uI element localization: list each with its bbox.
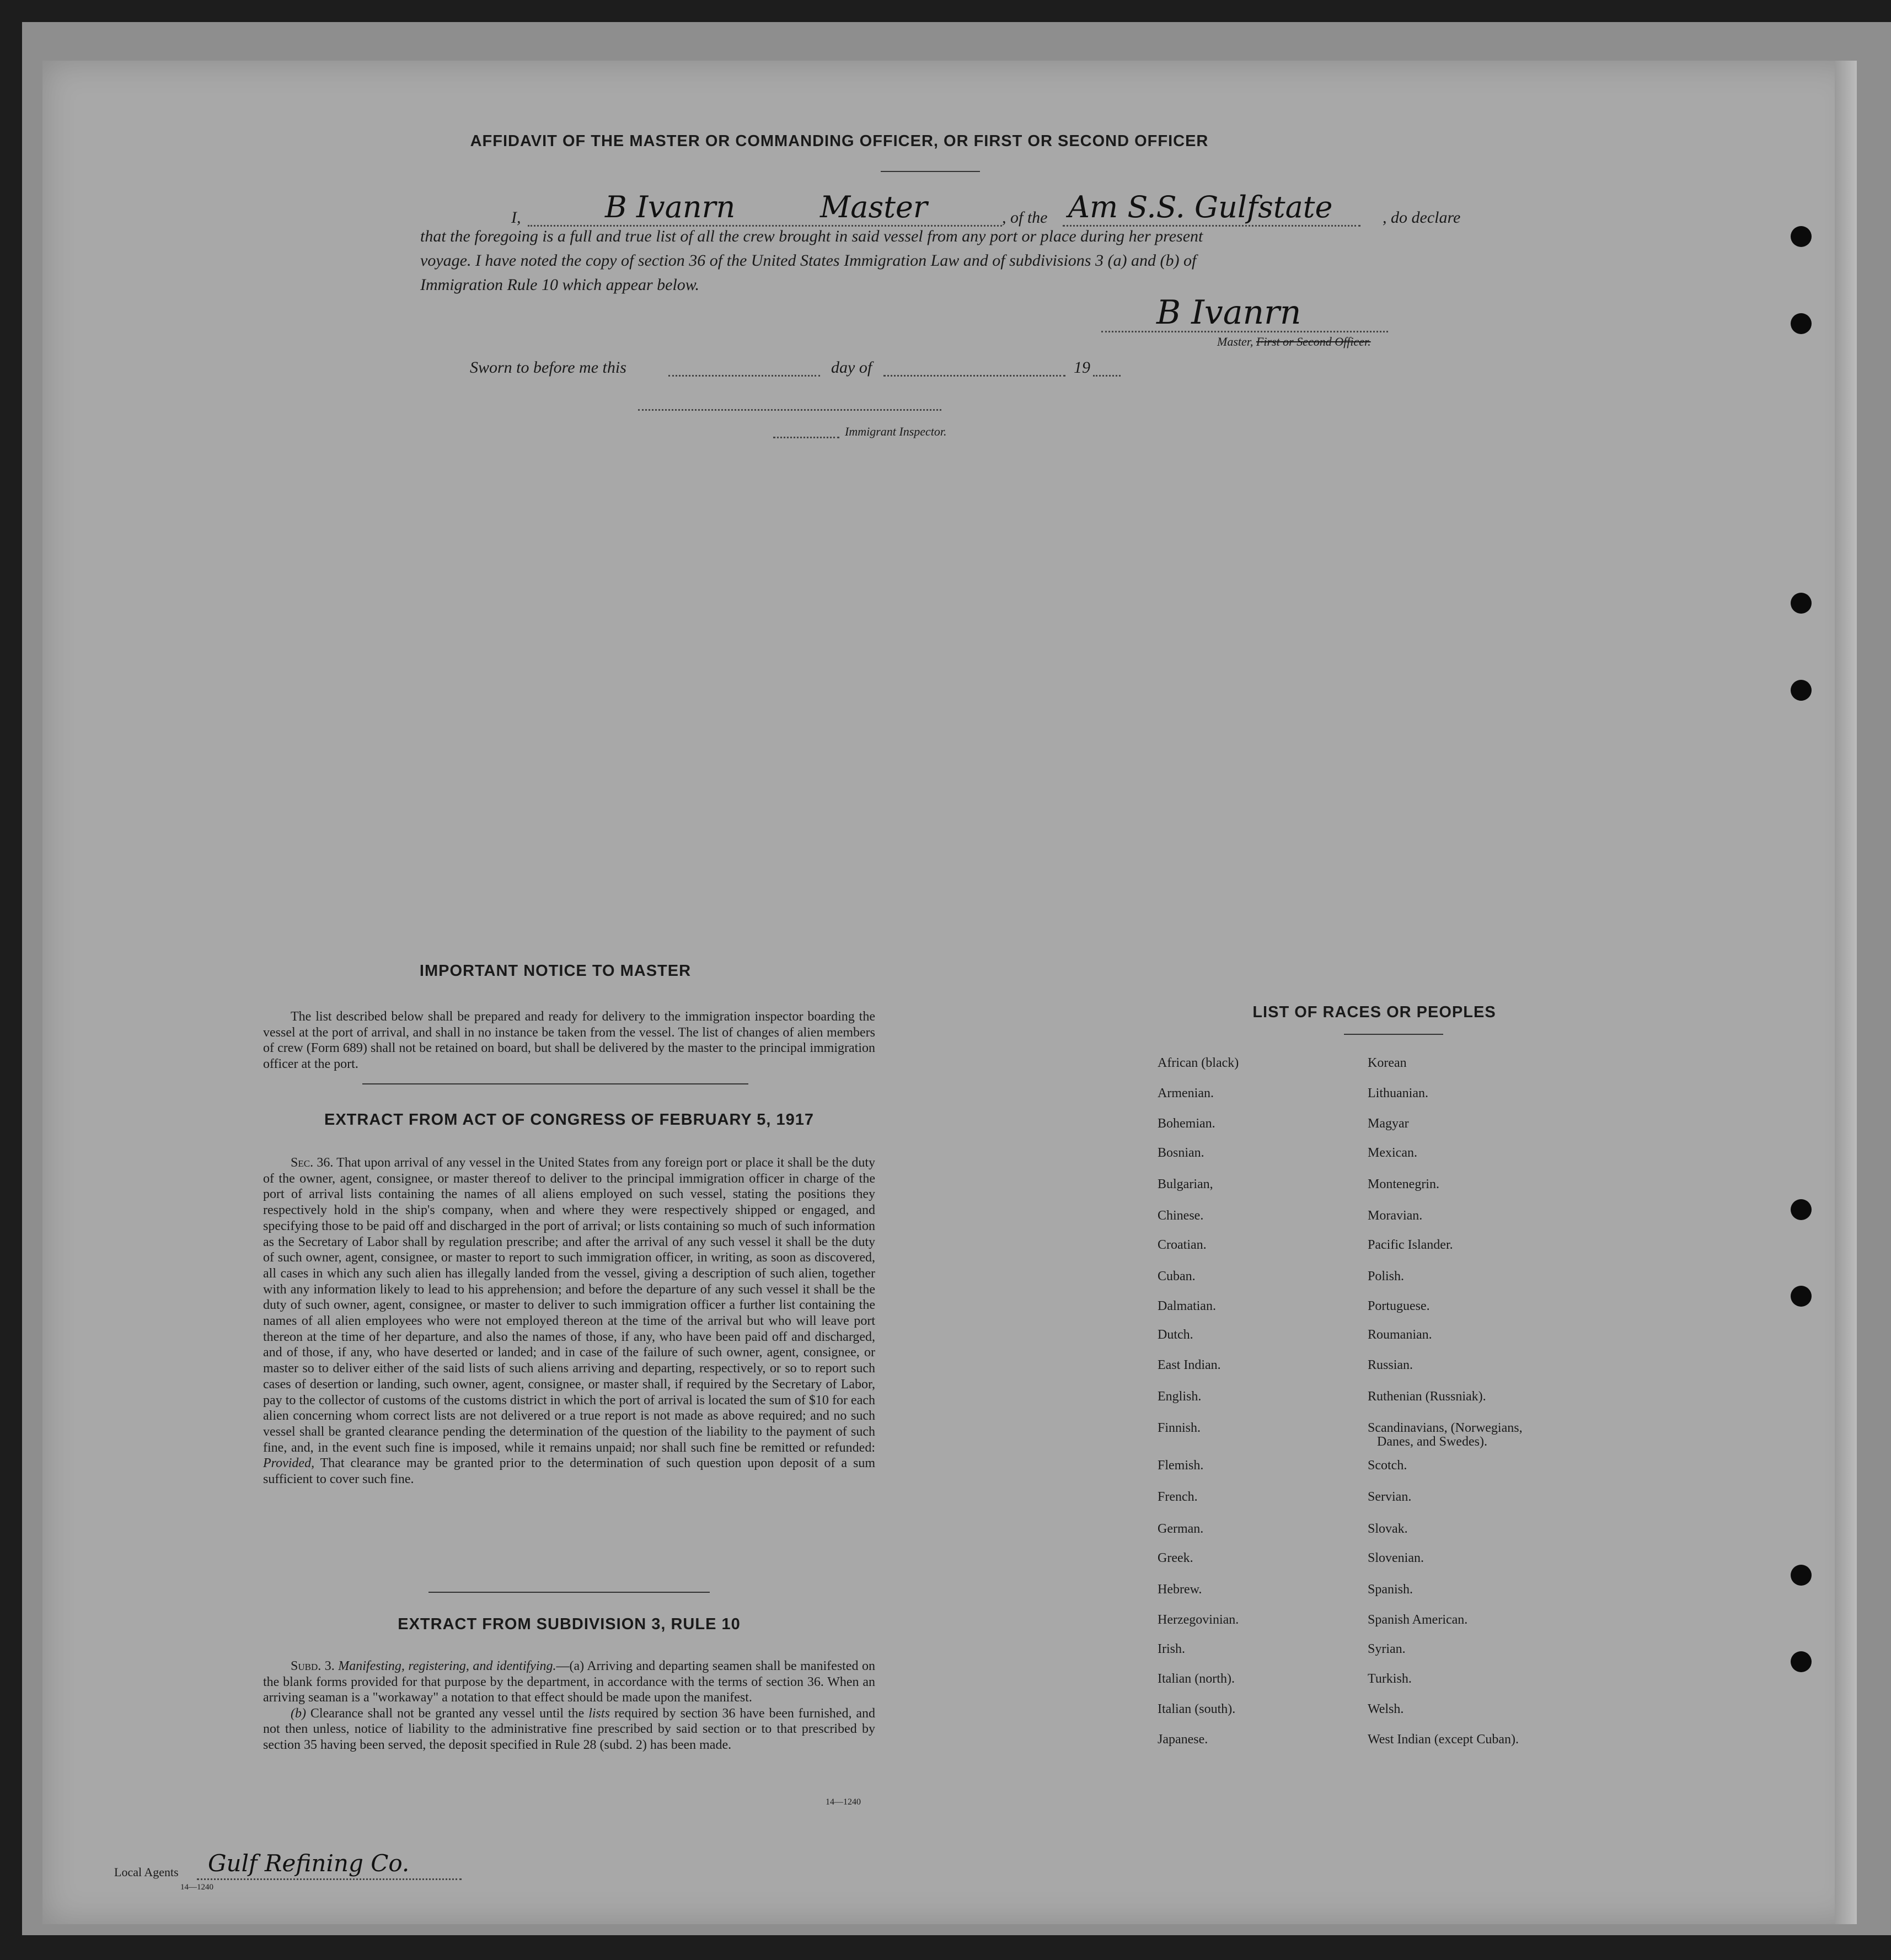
race-item: Dutch. [1158,1328,1193,1342]
sworn-label: Sworn to before me this [470,358,626,377]
race-item: Polish. [1368,1269,1405,1284]
race-item: Korean [1368,1056,1407,1070]
race-item: Slovenian. [1368,1551,1424,1565]
rule-form-number: 14—1240 [826,1797,861,1807]
race-item: Greek. [1158,1551,1193,1565]
subd-heading: Manifesting, registering, and identifying. [338,1659,556,1673]
sec-label: Sec. 36. [291,1156,334,1170]
vessel-name-handwritten: Am S.S. Gulfstate [1068,190,1333,224]
day-of-label: day of [831,358,872,377]
race-item: Spanish American. [1368,1613,1468,1627]
of-the-label: , of the [1002,208,1048,227]
act-paragraph [263,1155,875,1488]
binder-hole [1791,1286,1812,1307]
race-item: Scotch. [1368,1458,1407,1473]
proviso-label: Provided, [263,1456,315,1471]
race-item-continuation: Danes, and Swedes). [1377,1435,1487,1449]
race-item: Italian (south). [1158,1702,1236,1716]
affidavit-line-1 [467,190,1476,232]
rule-text [263,1658,875,1753]
race-item: Pacific Islander. [1368,1238,1453,1252]
race-item: Croatian. [1158,1238,1207,1252]
act-divider [428,1592,710,1593]
rule-b-text-1: Clearance shall not be granted any vessel until the [310,1706,585,1721]
race-item: Italian (north). [1158,1672,1235,1686]
rule-b-paragraph [263,1706,875,1753]
signature-caption [1217,335,1371,349]
race-item: English. [1158,1389,1202,1404]
sworn-year-line [1093,375,1121,377]
affidavit-line-3: voyage. I have noted the copy of section 36 of the United States Immigration Law and of subdivisions 3 (a) and (b) of [420,251,1197,270]
i-label: I, [511,208,521,227]
race-item: Servian. [1368,1490,1412,1504]
binder-hole [1791,593,1812,614]
sig-caption-master: Master, [1217,335,1253,348]
binder-hole [1791,1565,1812,1586]
binder-hole [1791,1199,1812,1220]
race-item: Turkish. [1368,1672,1412,1686]
race-item: Cuban. [1158,1269,1196,1284]
notice-text [263,1009,875,1072]
notice-paragraph: The list described below shall be prepared and ready for delivery to the immigration inspector boarding the vessel at the port of arrival, and shall in no instance be taken from the vessel. The list of changes of alien members of crew (Form 689) shall not be retained on board, but shall be delivered by the master to the principal immigration officer at the port. [263,1009,875,1071]
rule-title: EXTRACT FROM SUBDIVISION 3, RULE 10 [398,1615,741,1633]
rule-b-text-2: required by section 36 have been furnished, and not then unless, notice of liability to the administrative fine prescribed by said section or to that prescribed by section 35 having been served, the deposit specified in Rule 28 (subd. 2) has been made. [263,1706,875,1752]
race-item: Syrian. [1368,1642,1406,1656]
race-item: Scandinavians, (Norwegians, [1368,1421,1523,1435]
sig-caption-struck: First or Second Officer. [1256,335,1371,348]
act-text [263,1155,875,1488]
race-item: Magyar [1368,1116,1409,1131]
rule-a-paragraph [263,1658,875,1706]
affidavit-line-4: Immigration Rule 10 which appear below. [420,276,700,294]
race-item: Armenian. [1158,1086,1214,1100]
race-item: Japanese. [1158,1732,1208,1747]
proviso-text: That clearance may be granted prior to the determination of such question upon deposit of a sum sufficient to cover such fine. [263,1456,875,1487]
local-agents-handwritten: Gulf Refining Co. [208,1850,410,1877]
rule-b-label: (b) [291,1706,306,1721]
footer-form-number: 14—1240 [180,1883,213,1892]
race-item: Lithuanian. [1368,1086,1428,1100]
act-title: EXTRACT FROM ACT OF CONGRESS OF FEBRUARY 5, 1917 [324,1111,815,1129]
sworn-line [470,358,1187,377]
race-item: Chinese. [1158,1209,1204,1223]
sworn-month-line [883,375,1065,377]
title-underline [881,171,980,172]
inspector-signature-line [638,409,941,411]
binder-hole [1791,226,1812,247]
do-declare-label: , do declare [1383,208,1461,227]
races-title: LIST OF RACES OR PEOPLES [1252,1003,1496,1021]
binder-hole [1791,680,1812,701]
race-item: Slovak. [1368,1522,1408,1536]
race-item: Mexican. [1368,1146,1417,1160]
rule-b-lists: lists [588,1706,610,1721]
race-item: Bosnian. [1158,1146,1204,1160]
race-item: Bulgarian, [1158,1177,1213,1191]
name-field-line [528,225,1002,227]
race-item: Spanish. [1368,1582,1413,1597]
race-item: East Indian. [1158,1358,1221,1372]
subd-label: Subd. 3. [291,1659,335,1673]
race-item: Moravian. [1368,1209,1423,1223]
race-item: Hebrew. [1158,1582,1202,1597]
race-item: Montenegrin. [1368,1177,1439,1191]
signature-handwritten: B Ivanrn [1156,293,1301,332]
race-item: Portuguese. [1368,1299,1430,1313]
affidavit-line-2: that the foregoing is a full and true list of all the crew brought in said vessel from any port or place during her present [420,227,1203,245]
vessel-field-line [1063,225,1360,227]
races-underline [1344,1034,1443,1035]
master-title-handwritten: Master [820,190,928,224]
race-item: Russian. [1368,1358,1413,1372]
year-label: 19 [1074,358,1090,377]
affidavit-title: AFFIDAVIT OF THE MASTER OR COMMANDING OFFICER, OR FIRST OR SECOND OFFICER [470,132,1209,150]
local-agents-line [197,1878,462,1880]
race-item: Irish. [1158,1642,1185,1656]
race-item: Welsh. [1368,1702,1404,1716]
rule-a-text: —(a) Arriving and departing seamen shall be manifested on the blank forms provided for that purpose by the department, in accordance with the terms of section 36. When an arriving seaman is a "workaway" a notation to that effect should be made upon the manifest. [263,1659,875,1705]
local-agents-label: Local Agents [114,1865,179,1879]
race-item: Flemish. [1158,1458,1204,1473]
race-item: Herzegovinian. [1158,1613,1239,1627]
page-edge [1835,61,1857,1924]
race-item: Roumanian. [1368,1328,1432,1342]
notice-title: IMPORTANT NOTICE TO MASTER [419,962,692,980]
form-page [42,61,1857,1924]
notice-divider [362,1083,748,1084]
master-name-handwritten: B Ivanrn [605,190,736,224]
binder-hole [1791,1651,1812,1672]
sworn-day-line [668,375,820,377]
race-item: Bohemian. [1158,1116,1215,1131]
race-item: African (black) [1158,1056,1239,1070]
inspector-prefix-line [773,437,839,438]
race-item: Ruthenian (Russniak). [1368,1389,1486,1404]
race-item: Dalmatian. [1158,1299,1216,1313]
race-item: West Indian (except Cuban). [1368,1732,1519,1747]
race-item: Finnish. [1158,1421,1201,1435]
inspector-label: Immigrant Inspector. [845,425,947,438]
binder-hole [1791,313,1812,334]
race-item: French. [1158,1490,1198,1504]
sec-36-text: That upon arrival of any vessel in the United States from any foreign port or place it shall be the duty of the owner, agent, consignee, or master thereof to deliver to the principal immigration officer in charge of the port of arrival lists containing the names of all aliens employed on such vessel, stating the positions they respectively hold in the ship's company, when and where they were respectively shipped or engaged, and specifying those to be paid off and discharged in the port of arrival; or lists containing so much of such information as the Secretary of Labor shall by regulation prescribe; and after the arrival of any such vessel it shall be the duty of such owner, agent, consignee, or master to report to such immigration officer, in writing, as soon as discovered, all cases in which any such alien has illegally landed from the vessel, giving a description of such alien, together with any information likely to lead to his apprehension; and before the departure of any such vessel it shall be the duty of such owner, agent, consignee, or master to deliver to such immigration officer a further list containing the names of all alien employees who were not employed thereon at the time of the arrival but who will leave port thereon at the time of her departure, and also the names of those, if any, who have been paid off and discharged, and of those, if any, who have deserted or landed; and in case of the failure of such owner, agent, consignee, or master so to deliver either of the said lists of such aliens arriving and departing, respectively, or so to report such cases of desertion or landing, such owner, agent, consignee, or master shall, if required by the Secretary of Labor, pay to the collector of customs of the customs district in which the port of arrival is located the sum of $10 for each alien concerning whom correct lists are not delivered or a true report is not made as above required; and no such vessel shall be granted clearance pending the determination of the question of the liability to the payment of such fine, and, in the event such fine is imposed, while it remains unpaid; nor shall such fine be remitted or refunded: [263,1156,875,1455]
race-item: German. [1158,1522,1204,1536]
